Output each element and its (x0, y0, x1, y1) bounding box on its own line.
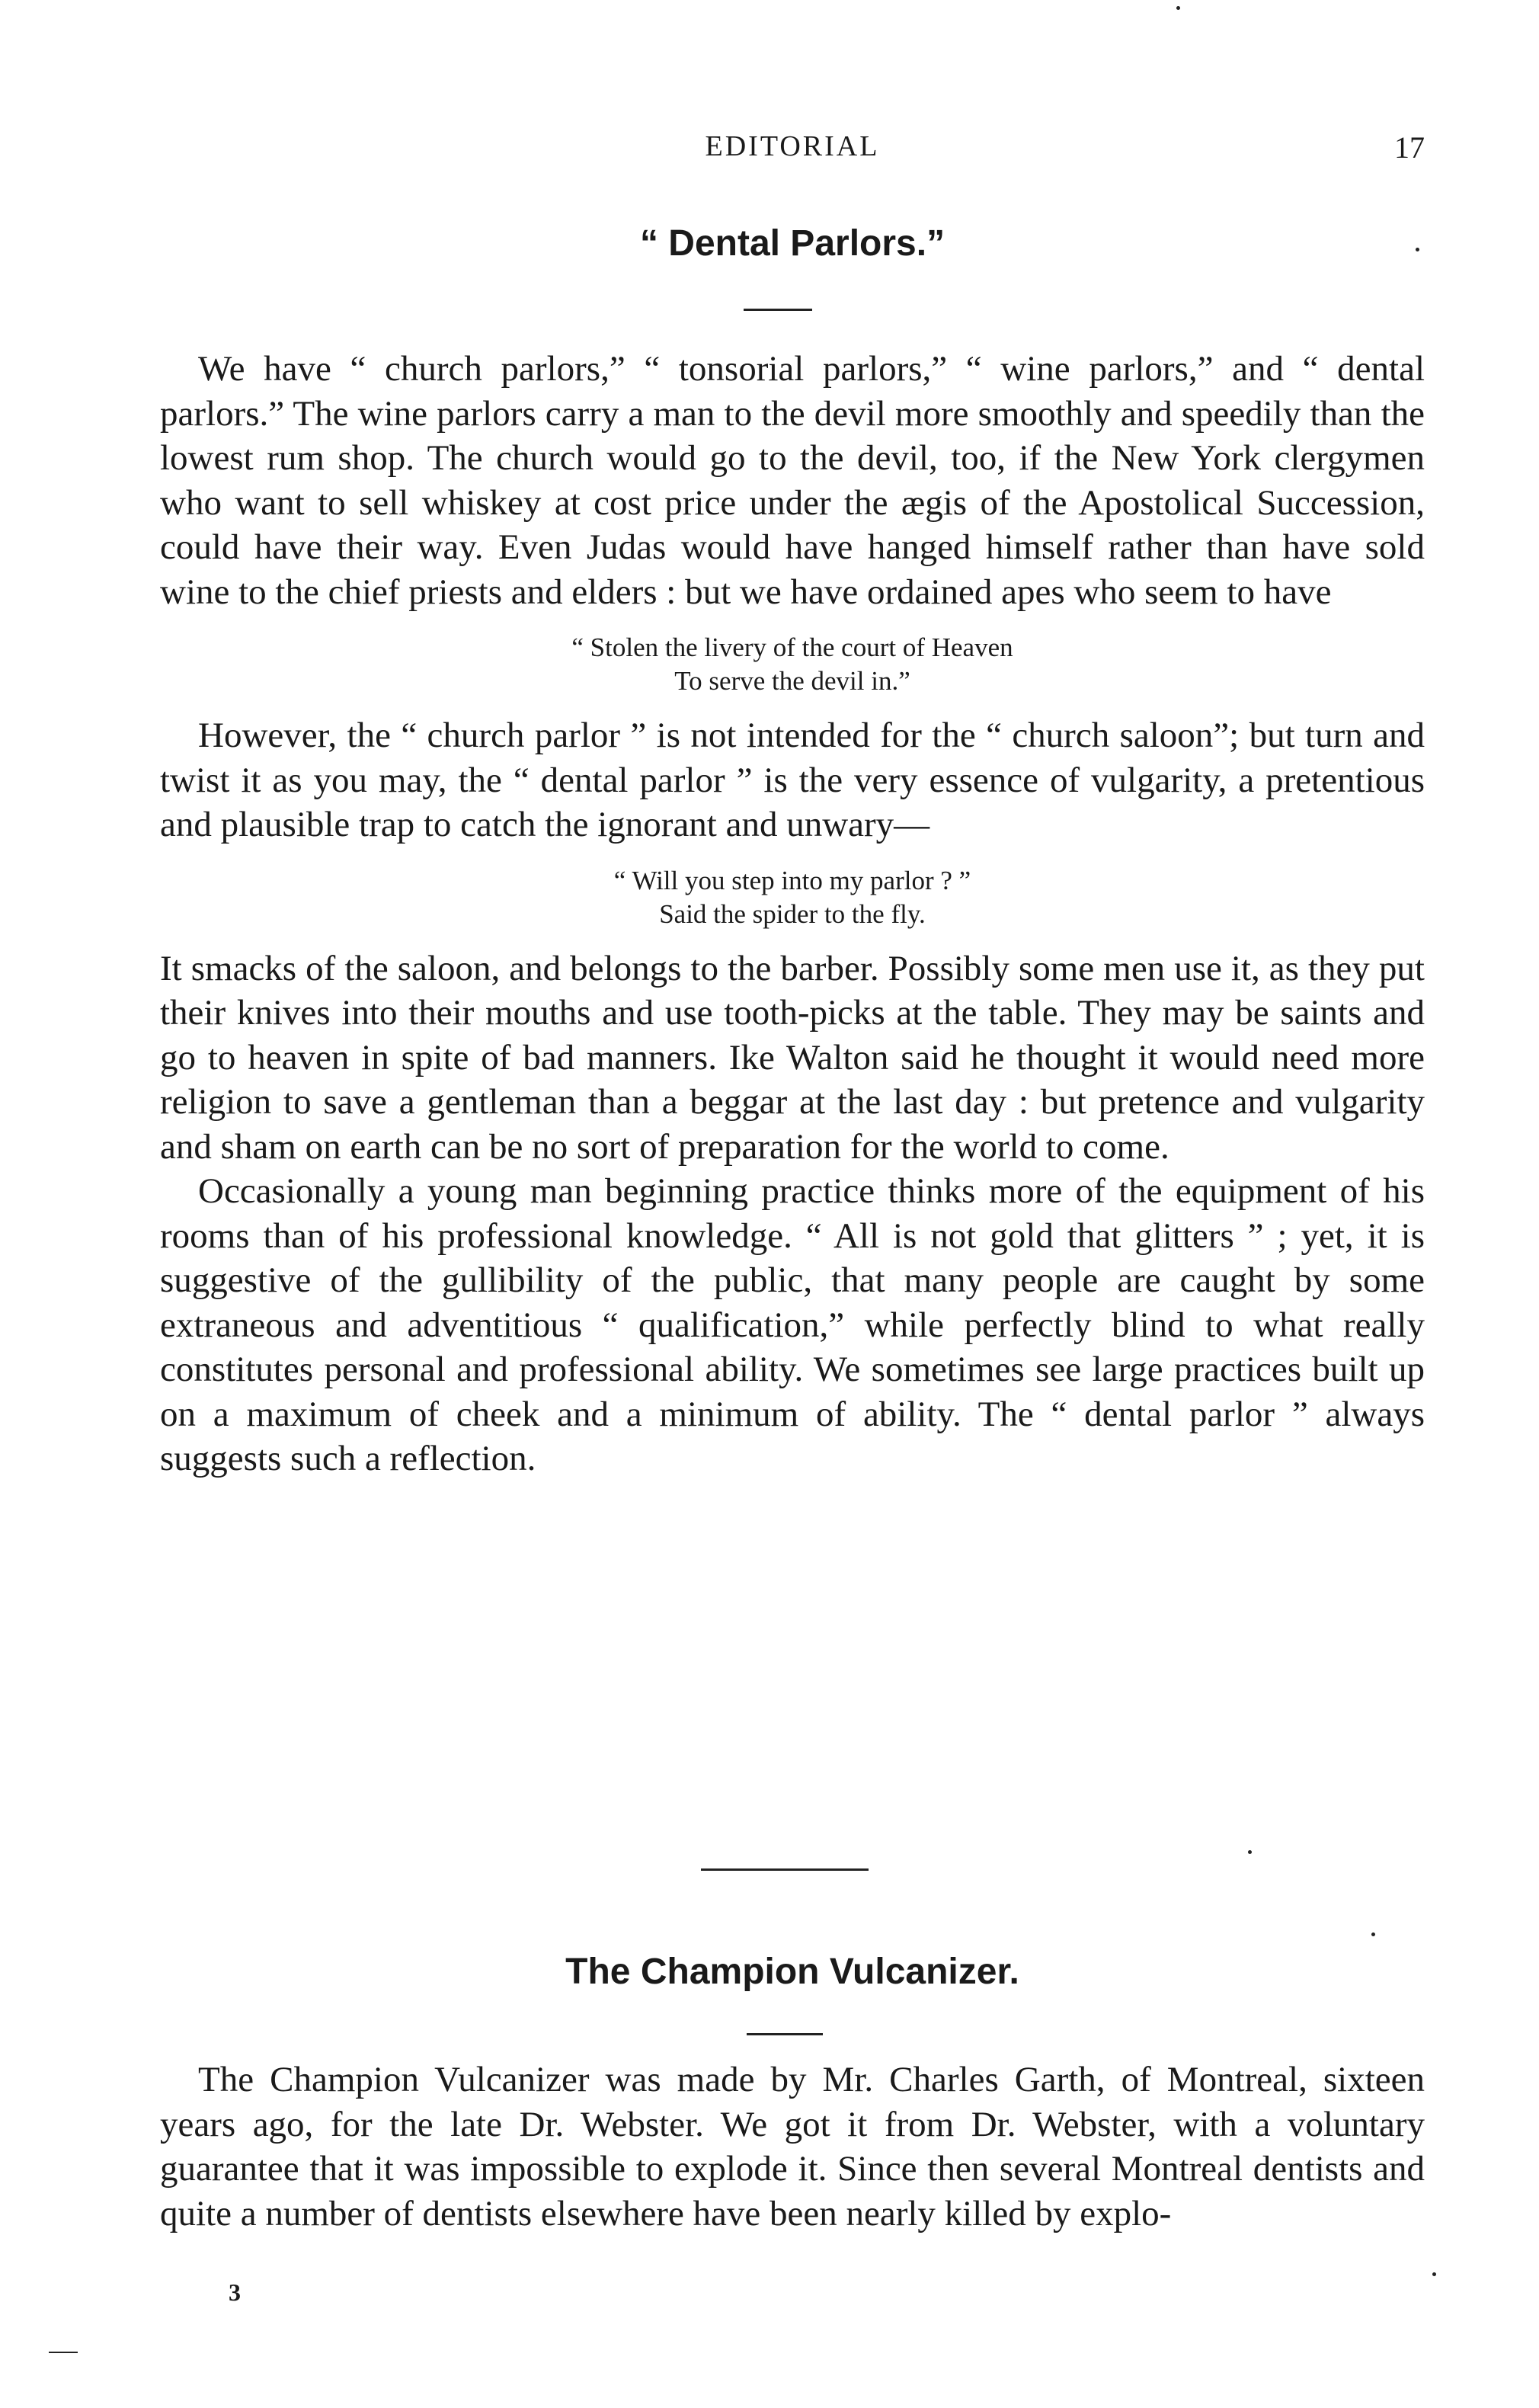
article-title-champion-vulcanizer: The Champion Vulcanizer. (565, 1952, 1019, 1992)
verse-quote (160, 864, 1425, 931)
article-body-champion-vulcanizer (160, 2057, 1425, 2236)
print-speck (1432, 2272, 1436, 2276)
paragraph: It smacks of the saloon, and belongs to the barber. Possibly some men use it, as they put their knives into their mouths and use tooth-picks at the table. They may be saints and go to heaven in spite of bad manners. Ike Walton said he thought it would need more religion to save a gentleman than a beggar at the last day : but pretence and vulgarity and sham on earth can be no sort of preparation for the world to come. (160, 948, 1425, 1167)
verse-line: To serve the devil in.” (674, 666, 910, 696)
title-rule (744, 309, 812, 311)
paragraph: Occasionally a young man beginning practice thinks more of the equipment of his rooms than of his professional knowledge. “ All is not gold that glitters ” ; yet, it is suggestive of the gullibility of the public, that many people are caught by some extraneous and adventitious “ qualification,” while perfectly blind to what really constitutes personal and professional ability. We sometimes see large practices built up on a maximum of cheek and a minimum of ability. The “ dental parlor ” always suggests such a reflection. (160, 1171, 1425, 1478)
running-title: EDITORIAL (705, 130, 880, 162)
article-body-dental-parlors (160, 347, 1425, 1481)
verse-line: “ Stolen the livery of the court of Heaven (571, 632, 1013, 662)
print-speck (1248, 1850, 1252, 1854)
print-speck (1416, 248, 1419, 251)
verse-line: Said the spider to the fly. (659, 898, 926, 929)
print-speck (1176, 6, 1180, 10)
article-title-dental-parlors: “ Dental Parlors.” (639, 223, 945, 264)
paragraph: The Champion Vulcanizer was made by Mr. Charles Garth, of Montreal, sixteen years ago, for the late Dr. Webster. We got it from Dr. Webster, with a voluntary guarantee that it was impossible to explode it. Since then several Montreal dentists and quite a number of dentists elsewhere have been nearly killed by explo- (160, 2060, 1425, 2233)
paragraph: We have “ church parlors,” “ tonsorial parlors,” “ wine parlors,” and “ dental parlors.” The wine parlors carry a man to the devil more smoothly and speedily than the lowest rum shop. The church would go to the devil, too, if the New York clergymen who want to sell whiskey at cost price under the ægis of the Apostolical Succession, could have their way. Even Judas would have hanged himself rather than have sold wine to the chief priests and elders : but we have ordained apes who seem to have (160, 349, 1425, 612)
verse-line: “ Will you step into my parlor ? ” (613, 865, 971, 895)
print-mark (49, 2352, 78, 2353)
running-header (160, 130, 1425, 175)
signature-mark: 3 (229, 2278, 241, 2306)
paragraph: However, the “ church parlor ” is not intended for the “ church saloon”; but turn and twist it as you may, the “ dental parlor ” is the very essence of vulgarity, a pretentious and plausible trap to catch the ignorant and unwary— (160, 716, 1425, 844)
title-rule (747, 2033, 823, 2035)
page-number: 17 (1394, 130, 1425, 165)
print-speck (1371, 1932, 1375, 1936)
verse-quote (160, 631, 1425, 698)
section-divider (701, 1868, 869, 1871)
